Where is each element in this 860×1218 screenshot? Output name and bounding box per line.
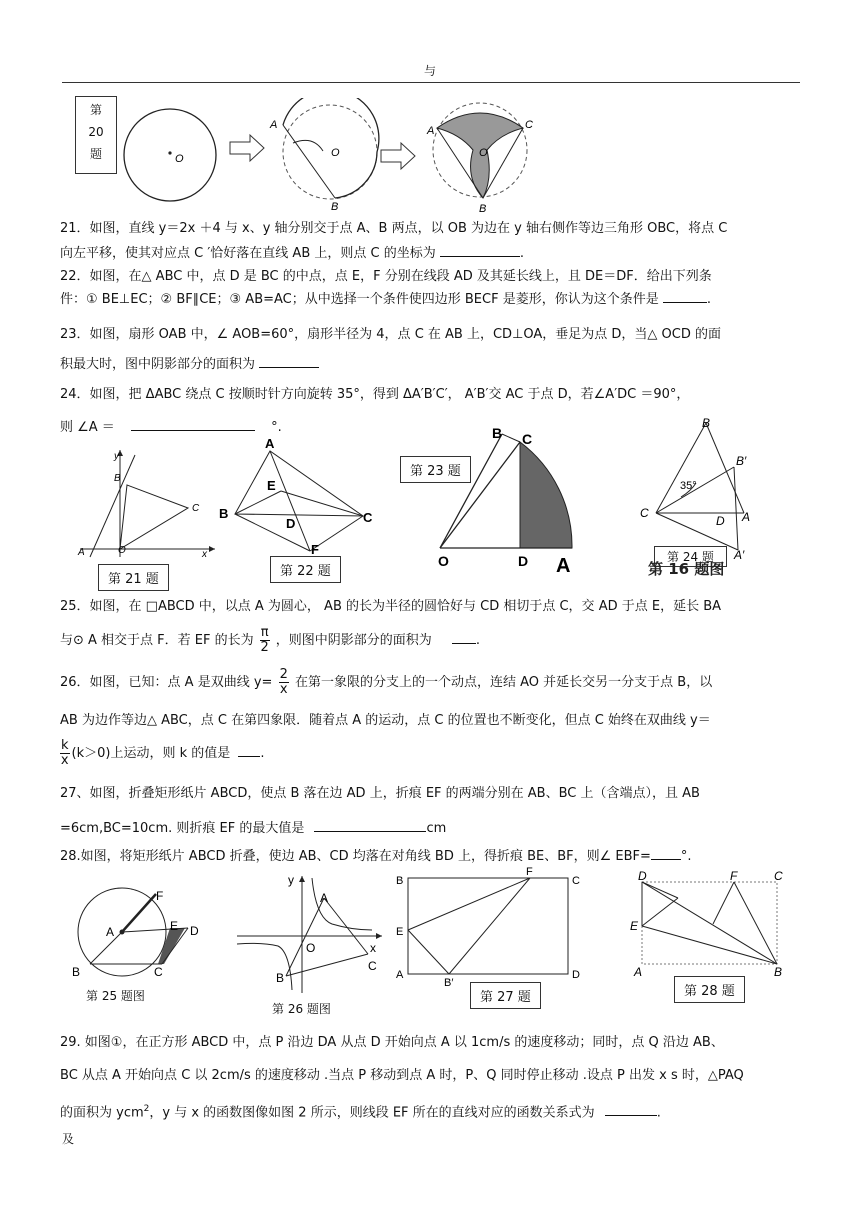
q22-line2: 件：① BE⊥EC；② BF∥CE；③ AB=AC；从中选择一个条件使四边形 BECF 是菱形，你认为这个条件是 . — [60, 292, 711, 307]
svg-text:B: B — [72, 965, 81, 979]
page-footer: 及 — [62, 1132, 75, 1146]
fig22-caption: 第 22 题 — [270, 556, 341, 583]
fig24-caption: 第 24 题 — [654, 546, 727, 567]
svg-text:O: O — [438, 553, 449, 569]
q25-line2: 与⊙ A 相交于点 F．若 EF 的长为 $\frac{\pi}{2}$ ，则图中阴影部分的面积为 . — [60, 625, 481, 655]
q27-answer-blank[interactable] — [314, 819, 426, 832]
svg-text:O: O — [306, 941, 316, 955]
fig20-circle-1 — [124, 109, 216, 201]
q28-answer-blank[interactable] — [651, 847, 681, 860]
fig20-arrow-2 — [381, 143, 415, 169]
q25-answer-blank[interactable] — [452, 631, 476, 644]
svg-text:B: B — [219, 506, 229, 521]
fig25-caption: 第 25 题图 — [86, 989, 145, 1003]
svg-text:C: C — [640, 506, 649, 520]
fig26-caption: 第 26 题图 — [272, 1002, 331, 1016]
svg-text:O: O — [118, 545, 126, 556]
fig27-caption: 第 27 题 — [470, 982, 541, 1009]
svg-text:E: E — [267, 478, 276, 493]
fig20-p1-o: O — [175, 153, 184, 165]
fig21-line-ab — [90, 455, 135, 557]
q26-line1: 26．如图，已知：点 A 是双曲线 y= $\frac{2}{x}$ 在第一象限的分支上的一个动点，连结 AO 并延长交另一分支于点 B，以 — [60, 667, 713, 697]
svg-text:B: B — [702, 416, 711, 430]
svg-text:F: F — [730, 869, 738, 883]
q21-line1: 21．如图，直线 y＝2x ＋4 与 x、y 轴分别交于点 A、B 两点，以 OB 为边在 y 轴右侧作等边三角形 OBC，将点 C — [60, 221, 728, 236]
q26-line2: AB 为边作等边△ ABC，点 C 在第四象限．随着点 A 的运动，点 C 的位置也不断变化，但点 C 始终在双曲线 y＝ — [60, 713, 711, 728]
svg-text:B: B — [492, 425, 503, 441]
fig20-label-1: 第 — [89, 103, 102, 117]
svg-text:D: D — [518, 553, 529, 569]
fig20-diagram — [115, 98, 565, 216]
q22-line1: 22．如图，在△ ABC 中，点 D 是 BC 的中点，点 E，F 分别在线段 AD 及其延长线上，且 DE＝DF．给出下列条 — [60, 269, 712, 284]
q28-line1: 28.如图，将矩形纸片 ABCD 折叠，使边 AB、CD 均落在对角线 BD 上，得折痕 BE、BF，则∠ EBF= °. — [60, 849, 692, 864]
svg-text:A′: A′ — [734, 548, 745, 562]
svg-text:x: x — [370, 941, 376, 955]
svg-text:C: C — [774, 869, 783, 883]
q23-line2: 积最大时，图中阴影部分的面积为 — [60, 355, 802, 374]
header-rule — [62, 82, 800, 83]
fig28-caption: 第 28 题 — [674, 976, 745, 1003]
svg-text:C: C — [154, 965, 163, 979]
svg-text:C: C — [525, 119, 533, 131]
q26-fraction-k: $\frac{k}{x}$ — [60, 738, 69, 768]
q23-line1: 23．如图，扇形 OAB 中，∠ AOB=60°，扇形半径为 4，点 C 在 AB 上，CD⊥OA，垂足为点 D，当△ OCD 的面 — [60, 327, 722, 342]
svg-text:y: y — [114, 451, 119, 462]
fig16-caption-overlap: 第 16 题图 — [648, 560, 725, 578]
fig22-diagram — [215, 436, 385, 556]
svg-text:C: C — [368, 959, 377, 973]
fig21-diagram — [70, 445, 220, 560]
q23-answer-blank[interactable] — [259, 355, 319, 368]
fig24-diagram — [636, 415, 766, 565]
svg-text:B: B — [276, 971, 285, 985]
svg-text:A: A — [270, 119, 278, 131]
fig26-diagram — [232, 868, 392, 998]
svg-text:B: B — [331, 201, 339, 213]
svg-text:E: E — [396, 926, 404, 938]
svg-text:D: D — [716, 514, 725, 528]
q21-line2: 向左平移，使其对应点 C ′恰好落在直线 AB 上，则点 C 的坐标为 . — [60, 246, 524, 261]
svg-text:B: B — [774, 965, 783, 978]
fig27-diagram — [394, 866, 594, 986]
fig20-label-3: 题 — [89, 147, 102, 161]
q25-fraction: $\frac{\pi}{2}$ — [260, 625, 269, 655]
fig20-label-2: 20 — [88, 125, 104, 139]
q26-answer-blank[interactable] — [238, 744, 260, 757]
svg-text:35°: 35° — [680, 480, 697, 492]
svg-text:A: A — [556, 555, 571, 574]
q24-line2: 则 ∠A ＝ °. — [60, 420, 282, 435]
fig25-shaded — [158, 928, 185, 964]
q24-line1: 24．如图，把 ΔABC 绕点 C 按顺时针方向旋转 35°，得到 ΔA′B′C′， A′B′交 AC 于点 D，若∠A′DC ＝90°， — [60, 387, 690, 402]
q29-line1: 29. 如图①，在正方形 ABCD 中，点 P 沿边 DA 从点 D 开始向点 A 以 1cm/s 的速度移动；同时，点 Q 沿边 AB、 — [60, 1035, 724, 1050]
svg-text:B: B — [114, 473, 121, 484]
svg-text:B′: B′ — [444, 977, 454, 986]
svg-text:O: O — [479, 147, 488, 159]
svg-text:E: E — [170, 919, 179, 933]
svg-text:A: A — [106, 925, 115, 939]
svg-text:y: y — [288, 873, 294, 887]
q27-line2: =6cm,BC=10cm. 则折痕 EF 的最大值是 cm — [60, 821, 447, 836]
svg-text:A: A — [742, 510, 751, 524]
fig21-caption: 第 21 题 — [98, 564, 169, 591]
svg-text:B′: B′ — [736, 454, 747, 468]
svg-text:x: x — [202, 549, 207, 560]
fig25-diagram — [70, 880, 210, 980]
q26-line3: $\frac{k}{x}$ (k＞0)上运动，则 k 的值是 . — [60, 738, 265, 768]
fig21-triangle-obc — [120, 485, 188, 549]
svg-text:A: A — [320, 891, 329, 905]
svg-text:D: D — [638, 869, 647, 883]
svg-text:D: D — [286, 516, 296, 531]
q22-answer-blank[interactable] — [663, 290, 707, 303]
page-header: 与 — [423, 64, 436, 78]
svg-text:B: B — [396, 875, 404, 887]
q29-answer-blank[interactable] — [605, 1103, 657, 1116]
svg-text:A: A — [396, 969, 404, 981]
q26-fraction: $\frac{2}{x}$ — [279, 667, 288, 697]
svg-text:F: F — [311, 542, 319, 556]
svg-text:B: B — [479, 203, 487, 215]
q25-line1: 25．如图，在 □ABCD 中，以点 A 为圆心， AB 的长为半径的圆恰好与 CD 相切于点 C，交 AD 于点 E，延长 BA — [60, 599, 722, 614]
svg-text:D: D — [190, 924, 199, 938]
q24-answer-blank[interactable] — [131, 418, 255, 431]
fig23-shaded — [520, 442, 572, 548]
fig23-diagram — [432, 424, 592, 574]
svg-text:C: C — [192, 503, 200, 514]
svg-text:C: C — [363, 510, 373, 525]
svg-text:F: F — [526, 866, 533, 878]
svg-text:A: A — [265, 436, 275, 451]
svg-text:C: C — [522, 431, 533, 447]
svg-text:C: C — [572, 875, 580, 887]
svg-text:A: A — [78, 547, 85, 558]
fig20-label-box — [75, 96, 117, 174]
svg-text:A: A — [634, 965, 643, 978]
svg-text:D: D — [572, 969, 580, 981]
q29-line3: 的面积为 ycm$^2$，y 与 x 的函数图像如图 2 所示，则线段 EF 所在的直线对应的函数关系式为 . — [60, 1104, 661, 1121]
svg-text:E: E — [630, 919, 639, 933]
q29-line2: BC 从点 A 开始向点 C 以 2cm/s 的速度移动 .当点 P 移动到点 A 时，P、Q 同时停止移动 .设点 P 出发 x s 时，△PAQ — [60, 1068, 744, 1083]
fig23-caption: 第 23 题 — [400, 456, 471, 483]
svg-text:O: O — [331, 147, 340, 159]
svg-text:A: A — [427, 125, 435, 137]
q27-line1: 27、如图，折叠矩形纸片 ABCD，使点 B 落在边 AD 上，折痕 EF 的两端分别在 AB、BC 上（含端点），且 AB — [60, 786, 700, 801]
q21-answer-blank[interactable] — [440, 244, 520, 257]
svg-text:F: F — [156, 889, 164, 903]
fig20-arrow-1 — [230, 135, 264, 161]
fig28-diagram — [628, 868, 788, 978]
